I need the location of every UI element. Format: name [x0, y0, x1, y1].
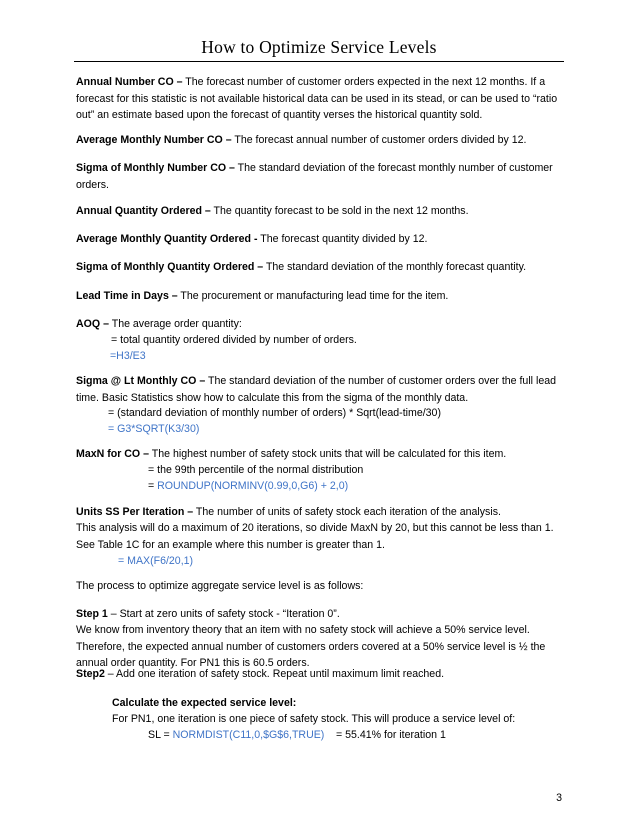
units-ss-note: This analysis will do a maximum of 20 iterations, so divide MaxN by 20, but this cannot be less than 1. See Table 1C for an example where this number is greater than 1. — [76, 522, 554, 551]
definition-units-ss-per-iteration — [76, 504, 564, 521]
term: Sigma of Monthly Quantity Ordered – — [76, 261, 264, 273]
definition-text: The forecast annual number of customer orders divided by 12. — [231, 134, 527, 146]
term: Average Monthly Quantity Ordered - — [76, 233, 258, 245]
step-2-sub-heading: Calculate the expected service level: — [112, 697, 297, 709]
step-1-term: Step 1 — [76, 608, 108, 620]
definition-aoq — [76, 316, 564, 333]
definition-sigma-monthly-number-co — [76, 160, 564, 193]
definition-average-monthly-number-co — [76, 132, 564, 149]
definition-text: The quantity forecast to be sold in the next 12 months. — [210, 205, 469, 217]
sl-prefix: SL = — [148, 729, 173, 741]
maxn-formula-line — [148, 478, 348, 495]
term: Annual Quantity Ordered – — [76, 205, 211, 217]
step-1-body: We know from inventory theory that an item with no safety stock will achieve a 50% service level. Therefore, the expected annual number of customers orders covered at a 50% service level is ½ the annual order quantity. For PN1 this is 60.5 orders. — [76, 624, 546, 669]
step-1 — [76, 606, 564, 623]
definition-text: The procurement or manufacturing lead time for the item. — [177, 290, 449, 302]
aoq-equation: = total quantity ordered divided by number of orders. — [111, 334, 357, 346]
definition-sigma-monthly-quantity-ordered — [76, 259, 564, 276]
step-2 — [76, 666, 564, 683]
header-rule — [74, 61, 564, 62]
step-2-sub-text: For PN1, one iteration is one piece of safety stock. This will produce a service level of: — [112, 713, 516, 725]
definition-annual-quantity-ordered — [76, 203, 564, 220]
definition-text: The forecast quantity divided by 12. — [257, 233, 428, 245]
definition-text: The standard deviation of the forecast monthly number of customer orders. — [76, 162, 553, 191]
definition-lead-time — [76, 288, 564, 305]
step-2-term: Step2 — [76, 668, 105, 680]
term: Units SS Per Iteration – — [76, 506, 194, 518]
sigma-lt-formula: = G3*SQRT(K3/30) — [108, 423, 200, 435]
page-number: 3 — [556, 792, 562, 804]
maxn-equation: = the 99th percentile of the normal distribution — [148, 464, 364, 476]
page-header-title: How to Optimize Service Levels — [201, 37, 437, 57]
aoq-formula: =H3/E3 — [110, 350, 146, 362]
term: Lead Time in Days – — [76, 290, 178, 302]
definition-annual-number-co — [76, 74, 564, 124]
maxn-formula: ROUNDUP(NORMINV(0.99,0,G6) + 2,0) — [157, 480, 349, 492]
sl-formula: NORMDIST(C11,0,$G$6,TRUE) — [172, 729, 325, 741]
process-intro: The process to optimize aggregate service level is as follows: — [76, 580, 364, 592]
sl-result: = 55.41% for iteration 1 — [336, 729, 446, 741]
definition-text: The highest number of safety stock units that will be calculated for this item. — [149, 448, 507, 460]
sigma-lt-equation: = (standard deviation of monthly number of orders) * Sqrt(lead-time/30) — [108, 407, 441, 419]
formula-prefix: = — [148, 480, 158, 492]
term: AOQ – — [76, 318, 109, 330]
definition-text: The average order quantity: — [108, 318, 242, 330]
definition-text: The standard deviation of the monthly forecast quantity. — [263, 261, 527, 273]
term: MaxN for CO – — [76, 448, 149, 460]
definition-text: The standard deviation of the number of customer orders over the full lead time. Basic Statistics show how to calculate this from the sigma of the monthly data. — [76, 375, 557, 404]
step-1-text: – Start at zero units of safety stock - “Iteration 0”. — [107, 608, 340, 620]
term: Sigma of Monthly Number CO – — [76, 162, 235, 174]
definition-text: The forecast number of customer orders expected in the next 12 months. If a forecast for this statistic is not available historical data can be used in its stead, or can be used to “ratio out” an estimate based upon the forecast of quantity verses the historical quantity sold. — [76, 76, 558, 121]
term: Sigma @ Lt Monthly CO – — [76, 375, 206, 387]
definition-text: The number of units of safety stock each iteration of the analysis. — [193, 506, 501, 518]
definition-sigma-lt-monthly-co — [76, 373, 564, 406]
definition-maxn — [76, 446, 564, 463]
term: Average Monthly Number CO – — [76, 134, 232, 146]
units-ss-formula: = MAX(F6/20,1) — [118, 555, 194, 567]
term: Annual Number CO – — [76, 76, 183, 88]
service-level-line — [148, 727, 324, 744]
definition-average-monthly-quantity-ordered — [76, 231, 564, 248]
step-2-text: – Add one iteration of safety stock. Repeat until maximum limit reached. — [104, 668, 445, 680]
